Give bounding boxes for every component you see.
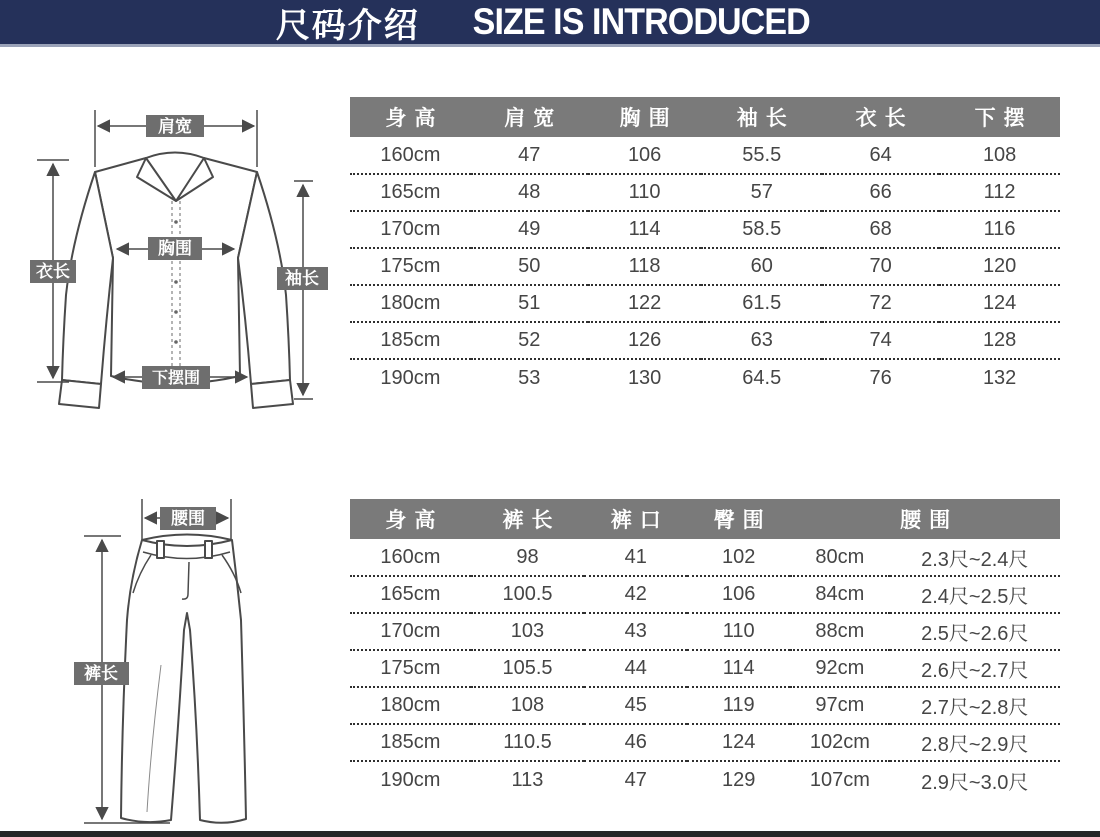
table-cell: 2.5尺~2.6尺	[890, 613, 1060, 650]
table-cell: 165cm	[350, 174, 471, 211]
svg-text:胸围: 胸围	[158, 239, 192, 258]
table-cell: 170cm	[350, 613, 471, 650]
table-cell: 112	[939, 174, 1060, 211]
svg-text:肩宽: 肩宽	[158, 117, 192, 136]
table-cell: 170cm	[350, 211, 471, 248]
table-row	[350, 761, 1060, 798]
shirt-measurement-diagram	[0, 60, 350, 420]
table-row	[350, 174, 1060, 211]
table-cell: 46	[584, 724, 687, 761]
table-cell: 103	[471, 613, 585, 650]
table-cell: 98	[471, 539, 585, 576]
table-cell: 80cm	[790, 539, 889, 576]
waist-measure-label	[160, 507, 216, 530]
table-row	[350, 724, 1060, 761]
table-cell: 160cm	[350, 137, 471, 174]
section-title-chinese: 尺码介绍	[275, 6, 420, 45]
table-row	[350, 359, 1060, 396]
table-cell: 52	[471, 322, 588, 359]
table-cell: 49	[471, 211, 588, 248]
table-row	[350, 137, 1060, 174]
table-cell: 120	[939, 248, 1060, 285]
table-cell: 114	[687, 650, 790, 687]
column-header: 身高	[350, 97, 471, 137]
column-header: 胸围	[588, 97, 702, 137]
sleeve-measure-label	[277, 267, 328, 290]
table-row	[350, 211, 1060, 248]
table-cell: 50	[471, 248, 588, 285]
table-cell: 76	[869, 366, 892, 389]
svg-text:裤长: 裤长	[84, 664, 118, 683]
table-cell: 118	[588, 248, 702, 285]
column-header: 臀围	[687, 499, 790, 539]
table-cell: 175cm	[350, 650, 471, 687]
table-cell: 64.5	[742, 366, 782, 389]
svg-text:腰围: 腰围	[171, 509, 205, 528]
table-cell: 61.5	[701, 285, 822, 322]
shoulder-measure-label	[146, 115, 204, 137]
column-header: 腰围	[790, 499, 1060, 539]
pants-belt-loop	[157, 541, 164, 558]
shirt-table-header-row	[350, 97, 1060, 137]
table-cell: 72	[822, 285, 939, 322]
table-cell: 102cm	[790, 724, 889, 761]
bottom-divider-bar	[0, 831, 1100, 837]
table-cell: 97cm	[790, 687, 889, 724]
length-measure-label	[30, 260, 76, 283]
table-cell: 55.5	[701, 137, 822, 174]
column-header: 裤长	[471, 499, 585, 539]
table-row	[350, 285, 1060, 322]
table-cell: 74	[822, 322, 939, 359]
table-cell: 47	[471, 137, 588, 174]
table-cell: 190cm	[380, 768, 441, 791]
table-cell: 110.5	[471, 724, 585, 761]
table-cell: 107cm	[809, 768, 870, 791]
table-cell: 108	[939, 137, 1060, 174]
table-cell: 128	[939, 322, 1060, 359]
section-header-banner	[0, 0, 1100, 47]
table-cell: 53	[518, 366, 541, 389]
table-cell: 44	[584, 650, 687, 687]
table-cell: 60	[701, 248, 822, 285]
table-cell: 132	[982, 366, 1017, 389]
chest-measure-label	[148, 237, 202, 260]
table-row	[350, 248, 1060, 285]
column-header: 裤口	[584, 499, 687, 539]
table-row	[350, 539, 1060, 576]
table-cell: 51	[471, 285, 588, 322]
pants-belt-loop	[205, 541, 212, 558]
table-cell: 165cm	[350, 576, 471, 613]
table-row	[350, 687, 1060, 724]
table-cell: 2.3尺~2.4尺	[890, 539, 1060, 576]
pants-outline	[121, 535, 246, 823]
table-cell: 175cm	[350, 248, 471, 285]
table-cell: 185cm	[350, 724, 471, 761]
table-cell: 190cm	[380, 366, 441, 389]
table-cell: 57	[701, 174, 822, 211]
pants-size-table	[350, 499, 1060, 798]
table-cell: 2.8尺~2.9尺	[890, 724, 1060, 761]
table-cell: 160cm	[350, 539, 471, 576]
column-header: 身高	[350, 499, 471, 539]
svg-text:衣长: 衣长	[36, 262, 70, 281]
table-row	[350, 322, 1060, 359]
table-cell: 43	[584, 613, 687, 650]
table-cell: 58.5	[701, 211, 822, 248]
table-cell: 41	[584, 539, 687, 576]
table-cell: 100.5	[471, 576, 585, 613]
table-cell: 126	[588, 322, 702, 359]
pants-table-header-row	[350, 499, 1060, 539]
table-cell: 113	[511, 768, 544, 791]
table-cell: 42	[584, 576, 687, 613]
shirt-size-table	[350, 97, 1060, 396]
table-cell: 119	[687, 687, 790, 724]
table-cell: 70	[822, 248, 939, 285]
table-cell: 110	[588, 174, 702, 211]
table-cell: 45	[584, 687, 687, 724]
table-cell: 108	[471, 687, 585, 724]
table-cell: 122	[588, 285, 702, 322]
table-cell: 2.6尺~2.7尺	[890, 650, 1060, 687]
table-cell: 63	[701, 322, 822, 359]
table-row	[350, 613, 1060, 650]
table-cell: 64	[822, 137, 939, 174]
svg-text:袖长: 袖长	[285, 269, 319, 288]
table-cell: 2.9尺~3.0尺	[921, 771, 1029, 794]
column-header: 肩宽	[471, 97, 588, 137]
table-cell: 114	[588, 211, 702, 248]
table-cell: 180cm	[350, 687, 471, 724]
table-cell: 106	[588, 137, 702, 174]
table-row	[350, 650, 1060, 687]
table-cell: 2.4尺~2.5尺	[890, 576, 1060, 613]
pants-measurement-diagram	[0, 480, 350, 830]
hem-measure-label	[142, 366, 210, 389]
table-cell: 180cm	[350, 285, 471, 322]
svg-text:下摆围: 下摆围	[151, 370, 201, 387]
column-header: 衣长	[822, 97, 939, 137]
column-header: 下摆	[939, 97, 1060, 137]
table-cell: 47	[624, 768, 647, 791]
table-cell: 185cm	[350, 322, 471, 359]
table-cell: 129	[722, 768, 756, 791]
section-title-english: SIZE IS INTRODUCED	[472, 1, 810, 42]
table-cell: 68	[822, 211, 939, 248]
table-cell: 106	[687, 576, 790, 613]
table-cell: 66	[822, 174, 939, 211]
table-row	[350, 576, 1060, 613]
table-cell: 130	[627, 366, 662, 389]
table-cell: 102	[687, 539, 790, 576]
table-cell: 92cm	[790, 650, 889, 687]
column-header: 袖长	[701, 97, 822, 137]
table-cell: 110	[687, 613, 790, 650]
table-cell: 48	[471, 174, 588, 211]
pants-length-measure-label	[74, 662, 129, 685]
table-cell: 124	[939, 285, 1060, 322]
table-cell: 88cm	[790, 613, 889, 650]
table-cell: 84cm	[790, 576, 889, 613]
table-cell: 116	[939, 211, 1060, 248]
table-cell: 2.7尺~2.8尺	[890, 687, 1060, 724]
table-cell: 105.5	[471, 650, 585, 687]
table-cell: 124	[687, 724, 790, 761]
